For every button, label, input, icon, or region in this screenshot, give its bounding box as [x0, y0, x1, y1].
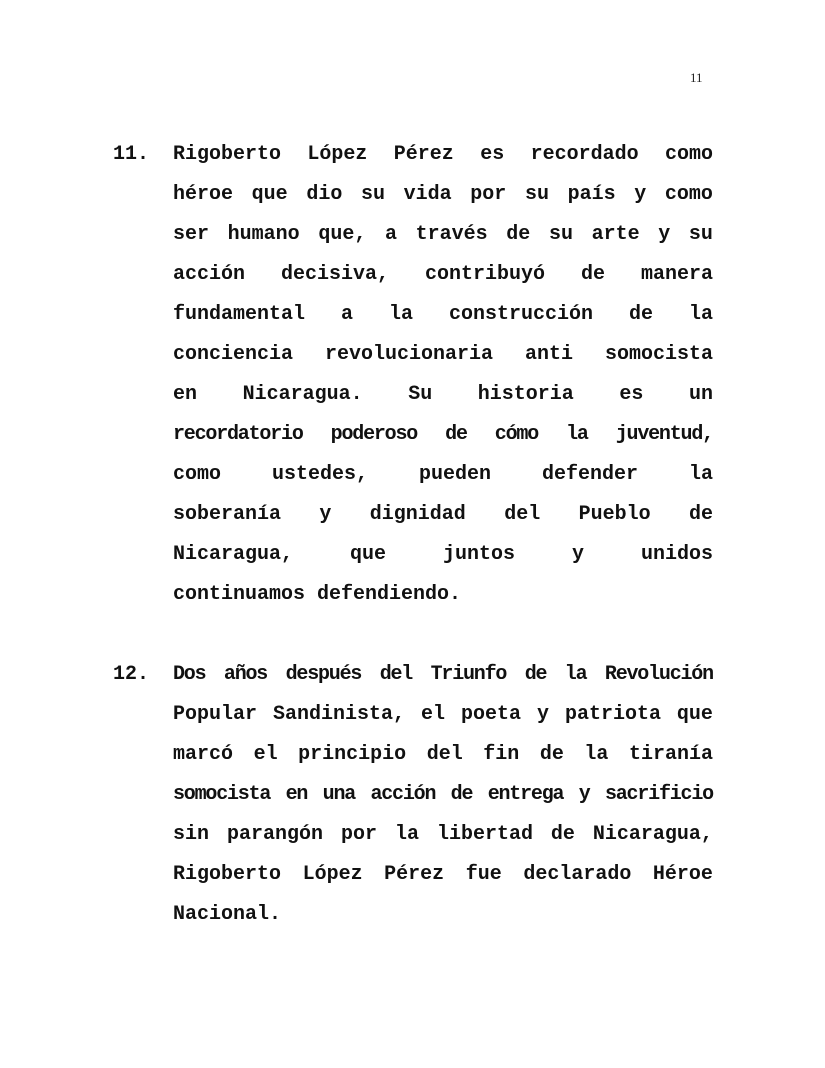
word: y: [634, 183, 647, 206]
word: somocista: [173, 783, 271, 806]
word: Rigoberto: [173, 143, 282, 166]
paragraph-number: 12.: [113, 663, 150, 686]
paragraph-number: 11.: [113, 143, 150, 166]
word: por: [340, 823, 377, 846]
word: defender: [541, 463, 638, 486]
word: principio: [298, 743, 407, 766]
word: Popular: [173, 703, 258, 726]
text-line: [173, 255, 713, 295]
word: Nacional.: [173, 903, 282, 926]
word: que,: [318, 223, 367, 246]
word: Triunfo: [430, 663, 507, 686]
word: país: [567, 183, 616, 206]
word: Pérez: [384, 863, 445, 886]
word: de: [445, 423, 467, 446]
word: Pueblo: [578, 503, 651, 526]
text-line: [173, 895, 713, 935]
word: contribuyó: [424, 263, 546, 286]
word: ser: [173, 223, 210, 246]
word: recordado: [530, 143, 639, 166]
word: construcción: [448, 303, 593, 326]
word: del: [504, 503, 541, 526]
word: revolucionaria: [324, 343, 494, 366]
word: que: [251, 183, 288, 206]
word: su: [688, 223, 713, 246]
text-line: [173, 815, 713, 855]
word: cómo: [494, 423, 539, 446]
text-line: [173, 455, 713, 495]
text-line: [173, 495, 713, 535]
word: del: [426, 743, 463, 766]
text-line: [173, 295, 713, 335]
word: y: [536, 703, 549, 726]
text-line: [173, 655, 713, 695]
word: entrega: [487, 783, 564, 806]
text-line: [173, 215, 713, 255]
word: declarado: [523, 863, 632, 886]
word: Nicaragua,: [173, 543, 294, 566]
word: después: [285, 663, 362, 686]
text-line: [173, 735, 713, 775]
word: libertad: [436, 823, 533, 846]
word: Héroe: [652, 863, 713, 886]
word: unidos: [640, 543, 713, 566]
word: sin: [173, 823, 210, 846]
word: de: [450, 783, 473, 806]
word: de: [539, 743, 564, 766]
page-number: 11: [690, 70, 703, 85]
word: que: [676, 703, 713, 726]
word: de: [506, 223, 531, 246]
text-line: [173, 175, 713, 215]
word: y: [571, 543, 584, 566]
word: Rigoberto: [173, 863, 282, 886]
word: en: [285, 783, 308, 806]
word: pueden: [418, 463, 491, 486]
word: el: [253, 743, 278, 766]
word: de: [524, 663, 547, 686]
word: que: [350, 543, 387, 566]
text-line: [173, 775, 713, 815]
word: en: [173, 383, 198, 406]
word: defendiendo.: [317, 583, 462, 606]
word: través: [415, 223, 488, 246]
word: recordatorio: [173, 423, 303, 446]
word: acción: [370, 783, 436, 806]
word: como: [664, 143, 713, 166]
word: Nicaragua,: [592, 823, 713, 846]
word: patriota: [564, 703, 661, 726]
word: dignidad: [369, 503, 466, 526]
word: su: [524, 183, 549, 206]
word: marcó: [173, 743, 234, 766]
word: es: [480, 143, 505, 166]
word: Su: [408, 383, 433, 406]
word: parangón: [226, 823, 323, 846]
word: la: [564, 663, 587, 686]
word: Revolución: [604, 663, 713, 686]
text-line: [173, 375, 713, 415]
text-line: [173, 135, 713, 175]
text-line: [173, 535, 713, 575]
text-line: [173, 335, 713, 375]
word: a: [384, 223, 397, 246]
word: juventud,: [615, 423, 713, 446]
word: soberanía: [173, 503, 282, 526]
word: poderoso: [330, 423, 418, 446]
text-line: [173, 855, 713, 895]
word: manera: [640, 263, 713, 286]
word: López: [302, 863, 363, 886]
word: dio: [306, 183, 343, 206]
word: Sandinista,: [272, 703, 406, 726]
word: Pérez: [393, 143, 454, 166]
word: y: [578, 783, 590, 806]
word: a: [341, 303, 354, 326]
word: es: [619, 383, 644, 406]
word: el: [420, 703, 445, 726]
word: decisiva,: [280, 263, 390, 286]
word: fue: [465, 863, 502, 886]
word: como: [173, 463, 222, 486]
word: de: [688, 503, 713, 526]
word: por: [470, 183, 507, 206]
word: fin: [483, 743, 520, 766]
word: juntos: [442, 543, 515, 566]
word: la: [388, 303, 413, 326]
paragraph-text: [173, 135, 713, 615]
word: de: [580, 263, 605, 286]
word: arte: [591, 223, 640, 246]
word: poeta: [460, 703, 521, 726]
word: su: [548, 223, 573, 246]
word: historia: [477, 383, 574, 406]
word: la: [584, 743, 609, 766]
word: sacrificio: [604, 783, 713, 806]
word: la: [394, 823, 419, 846]
word: conciencia: [173, 343, 294, 366]
word: de: [550, 823, 575, 846]
word: del: [379, 663, 413, 686]
word: fundamental: [173, 303, 306, 326]
word: humano: [227, 223, 300, 246]
word: una: [322, 783, 356, 806]
word: y: [319, 503, 332, 526]
word: acción: [173, 263, 246, 286]
paragraph-text: [173, 655, 713, 935]
word: la: [688, 463, 713, 486]
word: héroe: [173, 183, 234, 206]
word: vida: [403, 183, 452, 206]
text-line: [173, 415, 713, 455]
word: de: [628, 303, 653, 326]
word: la: [688, 303, 713, 326]
text-line: [173, 575, 713, 615]
word: continuamos: [173, 583, 306, 606]
word: un: [688, 383, 713, 406]
word: tiranía: [628, 743, 713, 766]
word: Nicaragua.: [242, 383, 363, 406]
word: años: [223, 663, 268, 686]
word: López: [307, 143, 368, 166]
word: somocista: [604, 343, 713, 366]
word: ustedes,: [271, 463, 368, 486]
word: anti: [524, 343, 573, 366]
word: Dos: [173, 663, 206, 686]
word: y: [658, 223, 671, 246]
text-line: [173, 695, 713, 735]
word: la: [566, 423, 588, 446]
word: su: [360, 183, 385, 206]
word: como: [664, 183, 713, 206]
